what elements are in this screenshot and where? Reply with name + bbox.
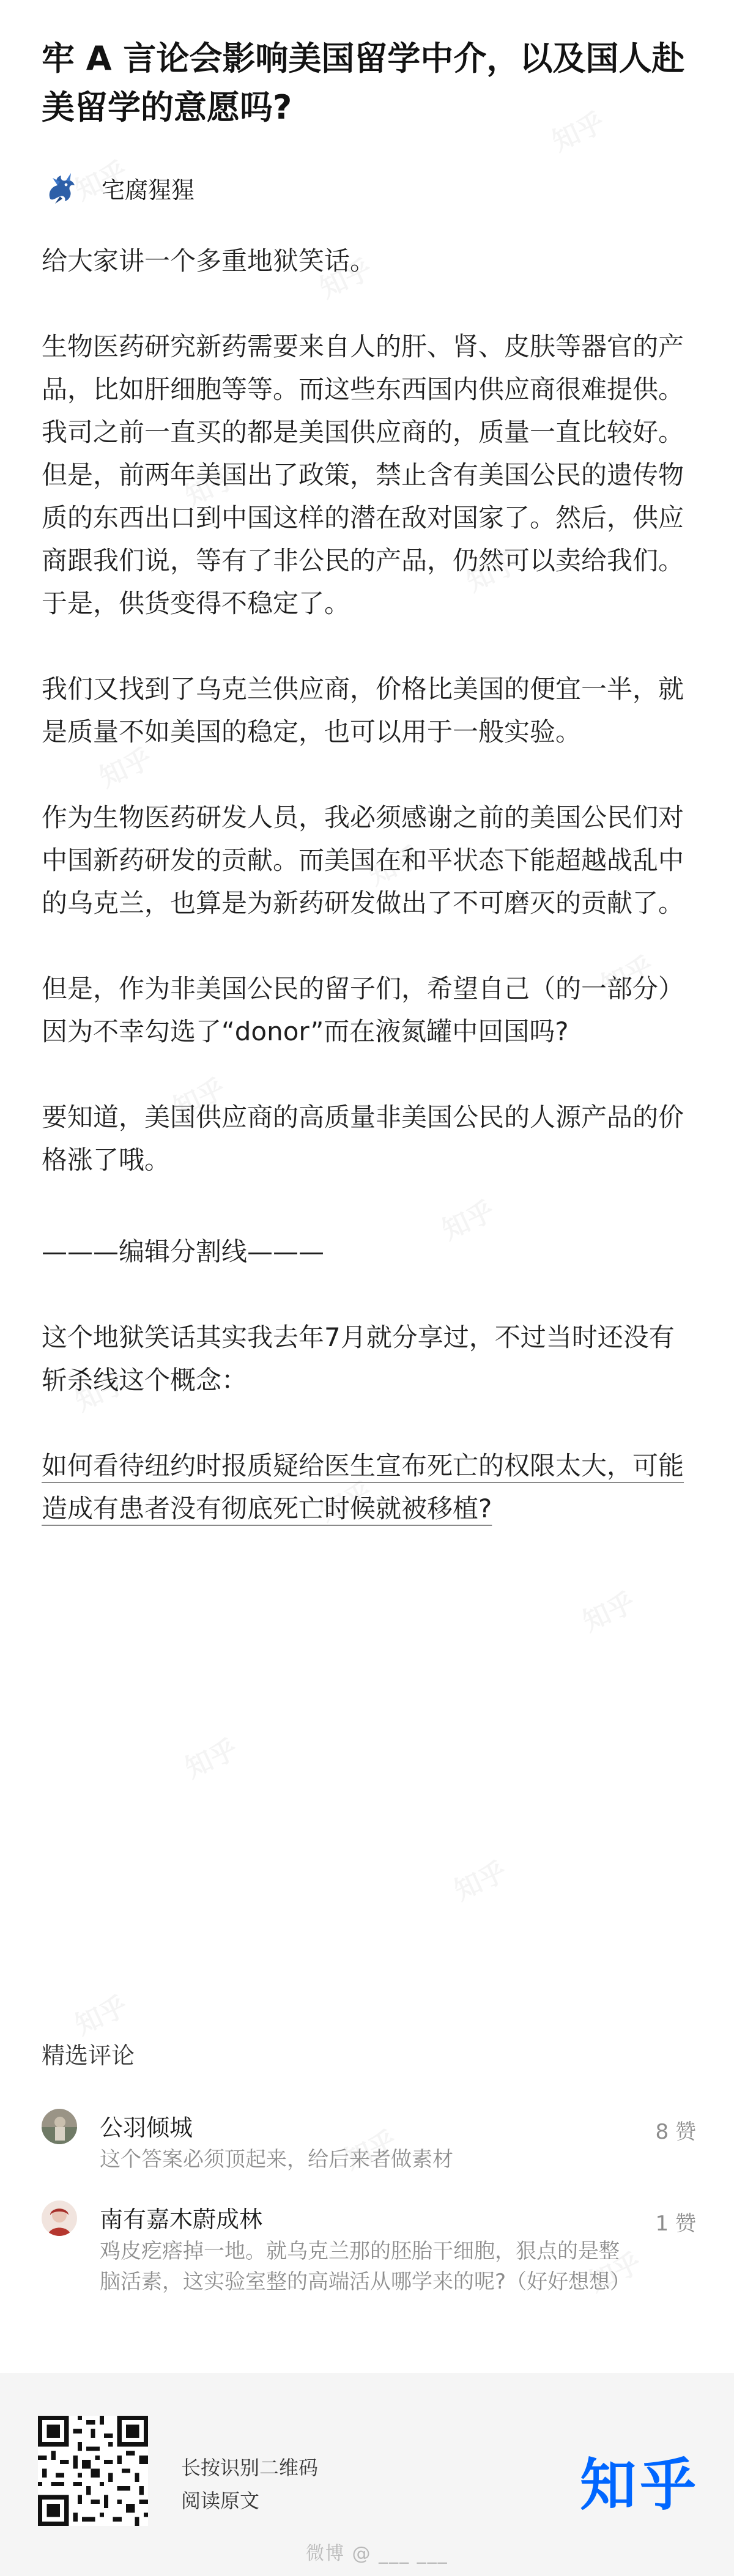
comment-text: 这个答案必须顶起来，给后来者做素材: [100, 2147, 453, 2172]
linked-question-link[interactable]: 如何看待纽约时报质疑给医生宣布死亡的权限太大，可能造成有患者没有彻底死亡时候就被移植?: [42, 1451, 684, 1523]
answer-content: [42, 240, 690, 1530]
comment-text: 鸡皮疙瘩掉一地。就乌克兰那的胚胎干细胞，狠点的是整脑活素，这实验室整的高端活从哪学来的呢?（好好想想）: [100, 2239, 631, 2294]
photo-avatar-icon: [42, 2200, 77, 2236]
commenter-name[interactable]: 公羽倾城: [100, 2114, 193, 2141]
like-count[interactable]: 1 赞: [655, 2211, 696, 2236]
weibo-watermark: 微博 @ ___ ___: [306, 2543, 448, 2564]
commenter-name[interactable]: 南有嘉木蔚成林: [100, 2206, 263, 2233]
dragon-avatar-icon[interactable]: [42, 168, 81, 207]
watermark: [178, 1727, 243, 1785]
qr-instructions: [181, 2451, 318, 2517]
read-original-link[interactable]: 阅读原文: [181, 2489, 260, 2512]
answer-paragraph: 要知道，美国供应商的高质量非美国公民的人源产品的价格涨了哦。: [42, 1102, 684, 1175]
answer-paragraph: 这个地狱笑话其实我去年7月就分享过，不过当时还没有斩杀线这个概念：: [42, 1322, 675, 1395]
comments-heading: 精选评论: [42, 2042, 135, 2069]
question-title[interactable]: 牢 A 言论会影响美国留学中介，以及国人赴美留学的意愿吗?: [42, 39, 685, 127]
answer-paragraph: 生物医药研究新药需要来自人的肝、肾、皮肤等器官的产品，比如肝细胞等等。而这些东西国内供应商很难提供。我司之前一直买的都是美国供应商的，质量一直比较好。但是，前两年美国出了政策，禁止含有美国公民的遗传物质的东西出口到中国这样的潜在敌对国家了。然后，供应商跟我们说，等有了非公民的产品，仍然可以卖给我们。于是，供货变得不稳定了。: [42, 331, 684, 618]
photo-avatar-icon: [42, 2109, 77, 2144]
author-name[interactable]: 宅腐猩猩: [102, 176, 195, 204]
zhihu-logo: 知乎: [579, 2452, 700, 2518]
comment-item[interactable]: [42, 2109, 696, 2176]
commenter-avatar[interactable]: [42, 2200, 77, 2236]
watermark: [576, 1580, 641, 1638]
answer-paragraph: 我们又找到了乌克兰供应商，价格比美国的便宜一半，就是质量不如美国的稳定，也可以用于一般实验。: [42, 674, 684, 747]
watermark: [68, 1984, 133, 2042]
author-row[interactable]: [42, 166, 195, 209]
watermark: [447, 1849, 513, 1908]
answer-paragraph: 作为生物医药研发人员，我必须感谢之前的美国公民们对中国新药研发的贡献。而美国在和平状态下能超越战乱中的乌克兰，也算是为新药研发做出了不可磨灭的贡献了。: [42, 802, 684, 918]
comment-item[interactable]: [42, 2200, 696, 2335]
qr-hint: 长按识别二维码: [181, 2456, 319, 2479]
commenter-avatar[interactable]: [42, 2109, 77, 2144]
edit-divider: ———编辑分割线———: [42, 1237, 325, 1267]
answer-paragraph: 给大家讲一个多重地狱笑话。: [42, 246, 376, 276]
qr-code-icon[interactable]: [38, 2416, 148, 2526]
answer-paragraph: 但是，作为非美国公民的留子们，希望自己（的一部分）因为不幸勾选了“donor”而在液氮罐中回国吗?: [42, 974, 684, 1046]
like-count[interactable]: 8 赞: [655, 2120, 696, 2144]
